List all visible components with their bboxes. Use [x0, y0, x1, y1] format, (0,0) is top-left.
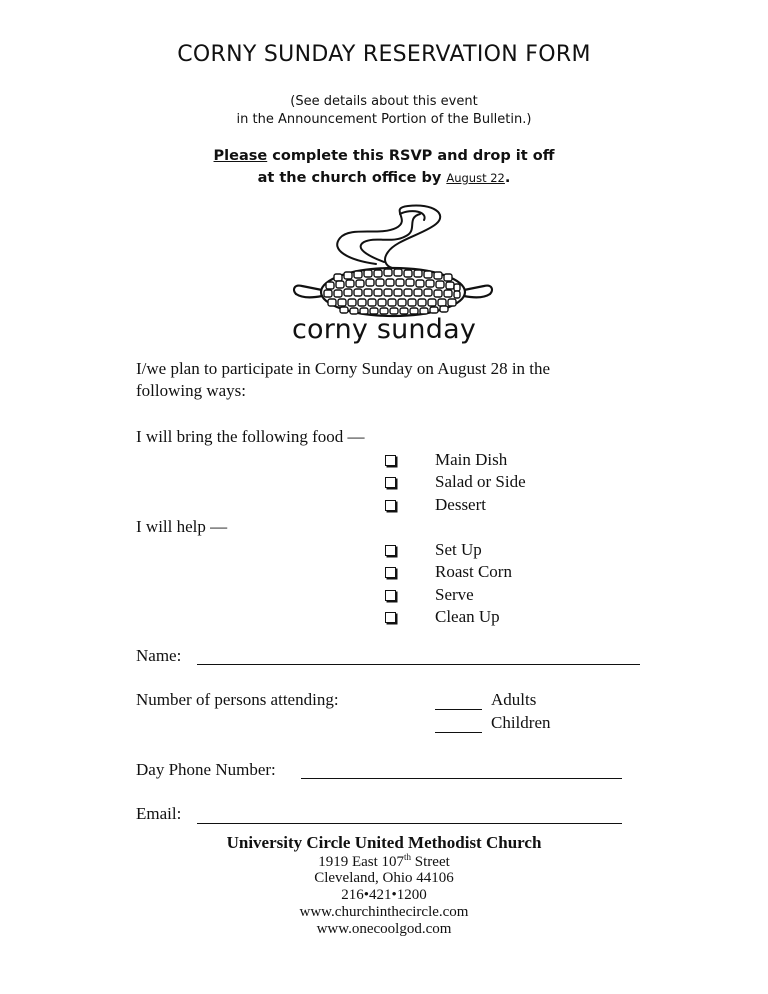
food-heading: I will bring the following food —: [136, 427, 365, 446]
street-number: 1919 East 107: [318, 854, 405, 870]
rsvp-please: Please: [213, 148, 268, 164]
children-field[interactable]: [435, 732, 482, 733]
clean-up-label: Clean Up: [435, 607, 500, 626]
rsvp-date: August 22: [446, 171, 505, 185]
persons-label: Number of persons attending:: [136, 690, 339, 709]
roast-corn-checkbox[interactable]: [385, 567, 396, 578]
children-label: Children: [491, 713, 551, 732]
phone-label: Day Phone Number:: [136, 760, 276, 779]
salad-or-side-checkbox[interactable]: [385, 477, 396, 488]
salad-or-side-label: Salad or Side: [435, 472, 526, 491]
details-line-2: in the Announcement Portion of the Bulletin.): [236, 112, 532, 127]
church-city: Cleveland, Ohio 44106: [314, 870, 454, 886]
church-street: [0, 852, 768, 871]
name-label: Name:: [136, 646, 182, 665]
main-dish-label: Main Dish: [435, 450, 508, 469]
help-heading: I will help —: [136, 517, 228, 536]
intro-line-1: I/we plan to participate in Corny Sunday on August 28 in the: [136, 359, 551, 378]
church-name: University Circle United Methodist Church: [226, 833, 542, 852]
roast-corn-label: Roast Corn: [435, 562, 512, 581]
phone-field[interactable]: [301, 778, 622, 779]
dessert-checkbox[interactable]: [385, 500, 396, 511]
dessert-label: Dessert: [435, 495, 486, 514]
church-phone: 216•421•1200: [341, 887, 427, 903]
logo-caption: corny sunday: [291, 314, 477, 345]
second-website-link[interactable]: www.onecoolgod.com: [316, 921, 452, 937]
email-label: Email:: [136, 804, 182, 823]
adults-field[interactable]: [435, 709, 482, 710]
corn-logo: [288, 200, 498, 318]
details-line-1: (See details about this event: [290, 94, 478, 109]
email-field[interactable]: [197, 823, 622, 824]
form-title: CORNY SUNDAY RESERVATION FORM: [177, 42, 591, 67]
serve-checkbox[interactable]: [385, 590, 396, 601]
rsvp-period: .: [504, 170, 511, 186]
rsvp-line-1: [0, 148, 768, 164]
set-up-label: Set Up: [435, 540, 482, 559]
rsvp-line-2-text: at the church office by: [257, 170, 447, 186]
corn-on-cob-icon: [288, 200, 498, 318]
set-up-checkbox[interactable]: [385, 545, 396, 556]
main-dish-checkbox[interactable]: [385, 455, 396, 466]
intro-line-2: following ways:: [136, 381, 247, 400]
church-website-link[interactable]: www.churchinthecircle.com: [299, 904, 469, 920]
serve-label: Serve: [435, 585, 474, 604]
street-suffix: th: [404, 852, 412, 862]
adults-label: Adults: [491, 690, 537, 709]
rsvp-line-2: [0, 170, 768, 186]
name-field[interactable]: [197, 664, 640, 665]
rsvp-line-1-text: complete this RSVP and drop it off: [267, 148, 555, 164]
street-name: Street: [411, 854, 450, 870]
clean-up-checkbox[interactable]: [385, 612, 396, 623]
